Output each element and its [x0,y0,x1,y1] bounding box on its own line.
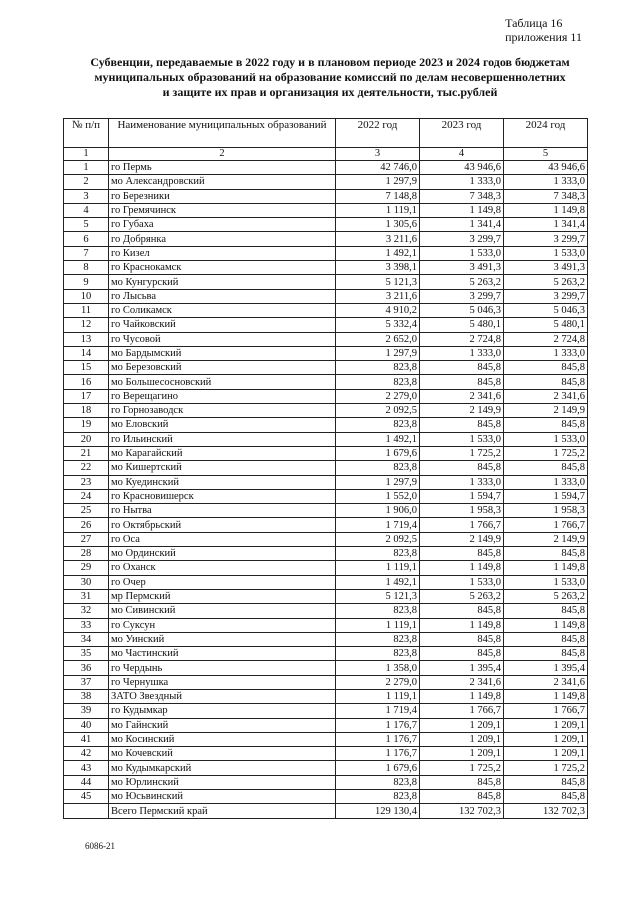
row-num: 12 [64,318,109,332]
row-num: 38 [64,689,109,703]
municipality-name: мо Бардымский [109,346,336,360]
table-row [64,318,588,332]
value-2023: 845,8 [420,547,504,561]
value-2023: 845,8 [420,647,504,661]
value-2022: 3 211,6 [336,232,420,246]
row-num: 3 [64,189,109,203]
row-num: 43 [64,761,109,775]
value-2022: 823,8 [336,775,420,789]
table-row [64,589,588,603]
value-2022: 823,8 [336,604,420,618]
value-2024: 5 480,1 [504,318,588,332]
value-2023: 845,8 [420,418,504,432]
row-num: 28 [64,547,109,561]
value-2023: 1 149,8 [420,203,504,217]
table-row [64,375,588,389]
municipality-name: го Октябрьский [109,518,336,532]
municipality-name: мо Сивинский [109,604,336,618]
municipality-name: мо Кишертский [109,461,336,475]
value-2022: 5 332,4 [336,318,420,332]
row-num: 18 [64,404,109,418]
municipality-name: мр Пермский [109,589,336,603]
municipality-name: мо Березовский [109,361,336,375]
value-2022: 1 119,1 [336,689,420,703]
value-2024: 1 766,7 [504,704,588,718]
row-num: 27 [64,532,109,546]
value-2023: 845,8 [420,775,504,789]
row-num: 34 [64,632,109,646]
row-num: 40 [64,718,109,732]
row-num: 21 [64,446,109,460]
municipality-name: мо Карагайский [109,446,336,460]
municipality-name: мо Кочевский [109,747,336,761]
municipality-name: ЗАТО Звездный [109,689,336,703]
municipality-name: го Суксун [109,618,336,632]
value-2022: 2 279,0 [336,389,420,403]
col-number: 5 [504,148,588,161]
value-2024: 1 149,8 [504,561,588,575]
col-number: 2 [109,148,336,161]
row-num: 2 [64,175,109,189]
value-2023: 1 533,0 [420,575,504,589]
row-num: 16 [64,375,109,389]
table-row [64,775,588,789]
value-2023: 2 724,8 [420,332,504,346]
table-row [64,504,588,518]
municipality-name: мо Большесосновский [109,375,336,389]
value-2023: 1 725,2 [420,761,504,775]
row-num: 13 [64,332,109,346]
municipality-name: мо Косинский [109,732,336,746]
municipality-name: го Соликамск [109,303,336,317]
table-row [64,218,588,232]
value-2023: 1 533,0 [420,246,504,260]
value-2022: 2 279,0 [336,675,420,689]
value-2024: 1 333,0 [504,475,588,489]
value-2024: 3 491,3 [504,261,588,275]
table-row [64,203,588,217]
value-2023: 1 333,0 [420,346,504,360]
value-2023: 3 299,7 [420,232,504,246]
table-row [64,332,588,346]
table-row [64,446,588,460]
value-2022: 1 176,7 [336,718,420,732]
value-2023: 5 046,3 [420,303,504,317]
municipality-name: го Добрянка [109,232,336,246]
title-line: и защите их прав и организация их деятельности, тыс.рублей [162,85,498,99]
table-row [64,432,588,446]
row-num: 32 [64,604,109,618]
row-num: 9 [64,275,109,289]
value-2024: 845,8 [504,418,588,432]
municipality-name: го Березники [109,189,336,203]
municipality-name: го Лысьва [109,289,336,303]
value-2024: 5 263,2 [504,275,588,289]
table-label: Таблица 16 [505,16,563,30]
value-2022: 42 746,0 [336,161,420,175]
municipality-name: мо Кунгурский [109,275,336,289]
row-num: 15 [64,361,109,375]
table-header-row [64,119,588,148]
value-2023: 1 341,4 [420,218,504,232]
row-num: 6 [64,232,109,246]
value-2022: 7 148,8 [336,189,420,203]
table-row [64,189,588,203]
value-2024: 43 946,6 [504,161,588,175]
municipality-name: го Верещагино [109,389,336,403]
row-num: 33 [64,618,109,632]
value-2024: 1 533,0 [504,432,588,446]
table-row [64,704,588,718]
value-2022: 2 652,0 [336,332,420,346]
col-header-2023: 2023 год [420,119,504,148]
value-2023: 1 725,2 [420,446,504,460]
value-2022: 4 910,2 [336,303,420,317]
row-num: 10 [64,289,109,303]
value-2023: 845,8 [420,790,504,804]
table-row [64,418,588,432]
municipality-name: мо Куединский [109,475,336,489]
value-2022: 3 211,6 [336,289,420,303]
value-2023: 1 149,8 [420,689,504,703]
value-2024: 1 725,2 [504,761,588,775]
total-2024: 132 702,3 [504,804,588,818]
value-2024: 3 299,7 [504,289,588,303]
table-reference [505,16,582,44]
table-row [64,518,588,532]
value-2024: 2 724,8 [504,332,588,346]
value-2024: 3 299,7 [504,232,588,246]
value-2022: 1 119,1 [336,618,420,632]
row-num: 5 [64,218,109,232]
value-2023: 845,8 [420,461,504,475]
value-2022: 823,8 [336,647,420,661]
value-2024: 845,8 [504,647,588,661]
value-2024: 845,8 [504,775,588,789]
table-row [64,289,588,303]
value-2024: 1 725,2 [504,446,588,460]
table-row [64,303,588,317]
value-2024: 845,8 [504,604,588,618]
table-row [64,661,588,675]
table-row [64,689,588,703]
table-row [64,547,588,561]
value-2022: 1 719,4 [336,704,420,718]
col-number: 1 [64,148,109,161]
row-num: 11 [64,303,109,317]
table-row [64,361,588,375]
municipality-name: мо Гайнский [109,718,336,732]
total-row [64,804,588,818]
subventions-table [63,118,588,819]
municipality-name: мо Частинский [109,647,336,661]
municipality-name: мо Юрлинский [109,775,336,789]
value-2023: 1 149,8 [420,561,504,575]
value-2022: 3 398,1 [336,261,420,275]
row-num: 22 [64,461,109,475]
table-row [64,718,588,732]
document-title [70,55,590,100]
value-2023: 2 341,6 [420,389,504,403]
row-num: 25 [64,504,109,518]
value-2023: 5 263,2 [420,589,504,603]
row-num: 17 [64,389,109,403]
table-row [64,475,588,489]
row-num: 1 [64,161,109,175]
table-row [64,175,588,189]
table-row [64,232,588,246]
row-num: 42 [64,747,109,761]
municipality-name: го Гремячинск [109,203,336,217]
value-2023: 2 149,9 [420,404,504,418]
col-header-name: Наименование муниципальных образований [109,119,336,148]
value-2024: 1 395,4 [504,661,588,675]
value-2022: 1 297,9 [336,346,420,360]
table-row [64,647,588,661]
value-2023: 845,8 [420,361,504,375]
value-2022: 1 119,1 [336,561,420,575]
row-num: 35 [64,647,109,661]
municipality-name: го Очер [109,575,336,589]
value-2022: 823,8 [336,790,420,804]
table-row [64,461,588,475]
value-2023: 845,8 [420,632,504,646]
value-2023: 1 209,1 [420,747,504,761]
table-row [64,261,588,275]
col-header-2024: 2024 год [504,119,588,148]
appendix-label: приложения 11 [505,30,582,44]
municipality-name: го Губаха [109,218,336,232]
table-row [64,747,588,761]
row-num: 39 [64,704,109,718]
value-2024: 1 149,8 [504,689,588,703]
total-2023: 132 702,3 [420,804,504,818]
value-2023: 7 348,3 [420,189,504,203]
value-2022: 5 121,3 [336,275,420,289]
total-2022: 129 130,4 [336,804,420,818]
value-2022: 1 297,9 [336,175,420,189]
col-header-2022: 2022 год [336,119,420,148]
value-2024: 1 149,8 [504,618,588,632]
municipality-name: го Пермь [109,161,336,175]
municipality-name: го Чайковский [109,318,336,332]
table-row [64,404,588,418]
municipality-name: го Краснокамск [109,261,336,275]
value-2024: 845,8 [504,361,588,375]
table-row [64,618,588,632]
municipality-name: мо Александровский [109,175,336,189]
municipality-name: го Оса [109,532,336,546]
value-2024: 845,8 [504,375,588,389]
value-2024: 5 046,3 [504,303,588,317]
value-2024: 2 149,9 [504,404,588,418]
municipality-name: го Ильинский [109,432,336,446]
value-2024: 1 209,1 [504,718,588,732]
municipality-name: го Красновишерск [109,489,336,503]
table-row [64,675,588,689]
value-2022: 5 121,3 [336,589,420,603]
value-2023: 845,8 [420,604,504,618]
value-2022: 823,8 [336,361,420,375]
value-2023: 5 480,1 [420,318,504,332]
value-2024: 1 209,1 [504,732,588,746]
table-row [64,161,588,175]
value-2023: 1 533,0 [420,432,504,446]
value-2024: 1 333,0 [504,346,588,360]
table-body [64,161,588,804]
table-row [64,389,588,403]
value-2023: 1 395,4 [420,661,504,675]
value-2024: 5 263,2 [504,589,588,603]
value-2024: 1 766,7 [504,518,588,532]
title-line: муниципальных образований на образование комиссий по делам несовершеннолетних [94,70,566,84]
row-num: 19 [64,418,109,432]
value-2024: 1 149,8 [504,203,588,217]
col-number: 4 [420,148,504,161]
municipality-name: го Чусовой [109,332,336,346]
value-2023: 3 491,3 [420,261,504,275]
row-num: 31 [64,589,109,603]
table-row [64,246,588,260]
value-2022: 1 492,1 [336,432,420,446]
municipality-name: го Чердынь [109,661,336,675]
value-2024: 2 341,6 [504,675,588,689]
municipality-name: го Оханск [109,561,336,575]
municipality-name: мо Еловский [109,418,336,432]
municipality-name: го Нытва [109,504,336,518]
table-row [64,575,588,589]
municipality-name: го Горнозаводск [109,404,336,418]
value-2024: 1 209,1 [504,747,588,761]
value-2022: 1 679,6 [336,446,420,460]
value-2024: 845,8 [504,461,588,475]
value-2023: 1 209,1 [420,732,504,746]
table-row [64,604,588,618]
value-2023: 5 263,2 [420,275,504,289]
row-num: 37 [64,675,109,689]
value-2024: 1 341,4 [504,218,588,232]
row-num: 4 [64,203,109,217]
value-2023: 1 766,7 [420,518,504,532]
value-2022: 1 358,0 [336,661,420,675]
table-row [64,732,588,746]
value-2024: 845,8 [504,632,588,646]
value-2023: 1 594,7 [420,489,504,503]
value-2024: 2 341,6 [504,389,588,403]
value-2022: 1 119,1 [336,203,420,217]
value-2023: 2 341,6 [420,675,504,689]
value-2024: 2 149,9 [504,532,588,546]
value-2022: 1 176,7 [336,732,420,746]
municipality-name: го Кизел [109,246,336,260]
value-2023: 1 766,7 [420,704,504,718]
row-num: 44 [64,775,109,789]
municipality-name: го Чернушка [109,675,336,689]
municipality-name: мо Ординский [109,547,336,561]
value-2022: 1 679,6 [336,761,420,775]
row-num: 8 [64,261,109,275]
col-number: 3 [336,148,420,161]
value-2023: 1 209,1 [420,718,504,732]
col-header-num: № п/п [64,119,109,148]
value-2023: 845,8 [420,375,504,389]
row-num: 26 [64,518,109,532]
column-number-row [64,148,588,161]
value-2024: 1 333,0 [504,175,588,189]
value-2023: 3 299,7 [420,289,504,303]
value-2022: 1 492,1 [336,575,420,589]
value-2022: 823,8 [336,461,420,475]
value-2024: 845,8 [504,790,588,804]
row-num: 30 [64,575,109,589]
table-row [64,790,588,804]
table-row [64,632,588,646]
table-row [64,275,588,289]
value-2022: 1 297,9 [336,475,420,489]
value-2023: 1 333,0 [420,475,504,489]
value-2022: 823,8 [336,375,420,389]
row-num: 41 [64,732,109,746]
value-2023: 43 946,6 [420,161,504,175]
row-num: 36 [64,661,109,675]
value-2022: 1 176,7 [336,747,420,761]
value-2022: 823,8 [336,632,420,646]
value-2022: 823,8 [336,418,420,432]
row-num: 20 [64,432,109,446]
value-2022: 1 719,4 [336,518,420,532]
value-2023: 2 149,9 [420,532,504,546]
municipality-name: мо Кудымкарский [109,761,336,775]
document-code: 6086-21 [85,841,115,851]
row-num: 7 [64,246,109,260]
table-row [64,346,588,360]
row-num: 45 [64,790,109,804]
row-num: 29 [64,561,109,575]
municipality-name: мо Юсьвинский [109,790,336,804]
table-row [64,761,588,775]
municipality-name: го Кудымкар [109,704,336,718]
value-2024: 1 533,0 [504,575,588,589]
row-num: 14 [64,346,109,360]
total-name: Всего Пермский край [109,804,336,818]
table-row [64,561,588,575]
title-line: Субвенции, передаваемые в 2022 году и в плановом периоде 2023 и 2024 годов бюджетам [90,55,570,69]
municipality-name: мо Уинский [109,632,336,646]
total-num [64,804,109,818]
value-2024: 1 533,0 [504,246,588,260]
value-2023: 1 958,3 [420,504,504,518]
value-2022: 823,8 [336,547,420,561]
value-2023: 1 333,0 [420,175,504,189]
value-2024: 1 594,7 [504,489,588,503]
row-num: 23 [64,475,109,489]
value-2022: 1 552,0 [336,489,420,503]
value-2022: 1 492,1 [336,246,420,260]
value-2024: 1 958,3 [504,504,588,518]
table-row [64,532,588,546]
value-2024: 845,8 [504,547,588,561]
value-2023: 1 149,8 [420,618,504,632]
row-num: 24 [64,489,109,503]
value-2022: 1 906,0 [336,504,420,518]
value-2024: 7 348,3 [504,189,588,203]
value-2022: 2 092,5 [336,404,420,418]
value-2022: 2 092,5 [336,532,420,546]
table-row [64,489,588,503]
value-2022: 1 305,6 [336,218,420,232]
